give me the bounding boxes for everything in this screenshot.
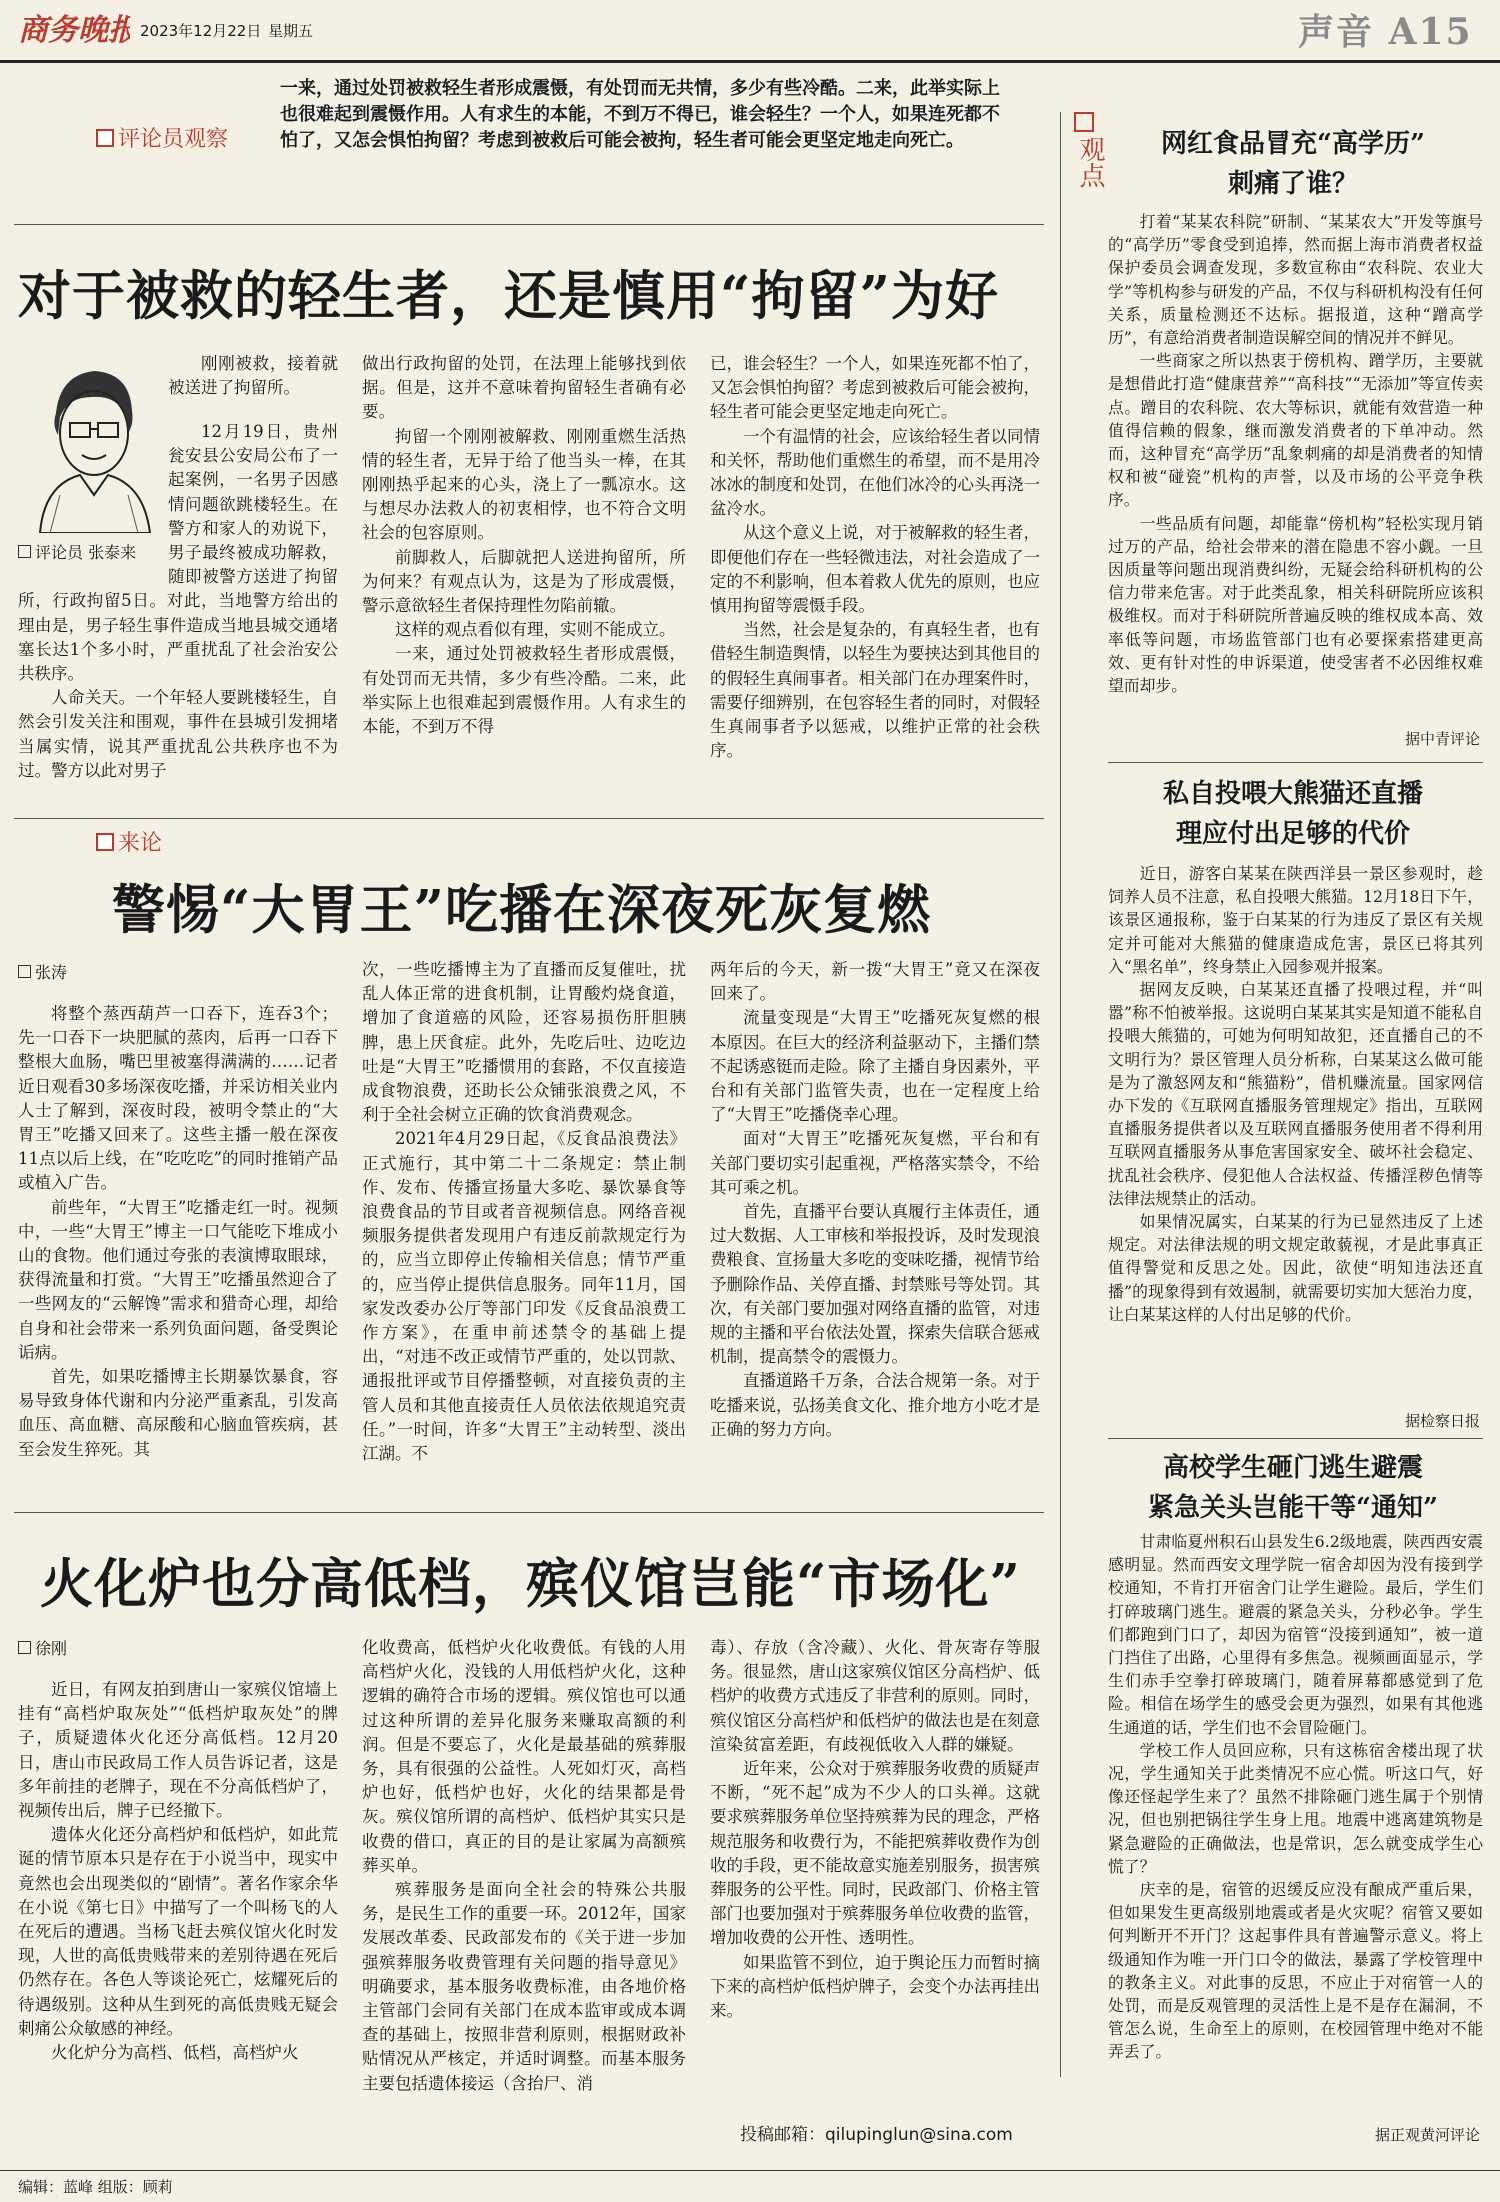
paragraph: 火化炉分为高档、低档，高档炉火 — [51, 2043, 299, 2063]
paragraph: 已，谁会轻生？一个人，如果连死都不怕了，又怎会惧怕拘留？考虑到被救后可能会被拘，轻生者可能会更坚定地走向死亡。 — [710, 354, 1040, 422]
article2-col3 — [710, 958, 1040, 1442]
paragraph: 近年来，公众对于殡葬服务收费的质疑声不断，“死不起”成为不少人的口头禅。这就要求殡葬服务单位坚持殡葬为民的理念，严格规范服务和收费行为，不能把殡葬收费作为创收的手段，更不能故意实施差别服务，损害殡葬服务的公平性。同时，民政部门、价格主管部门也要加强对于殡葬服务单位收费的监管，增加收费的公开性、透明性。 — [710, 1759, 1040, 1948]
column-separator — [1060, 112, 1061, 2077]
title-line: 理应付出足够的代价 — [1175, 819, 1410, 849]
side1-body — [1108, 210, 1483, 697]
side3-source: 据正观黄河评论 — [1374, 2126, 1480, 2144]
paragraph: 一来，通过处罚被救轻生者形成震慑，有处罚而无共情，多少有些冷酷。二来，此举实际上也很难起到震慑作用。人有求生的本能，不到万不得 — [362, 644, 686, 737]
footer-rule — [0, 2170, 1500, 2171]
side2-source: 据检察日报 — [1404, 1412, 1480, 1430]
divider — [14, 818, 1044, 819]
portrait-wrap-spacer — [18, 420, 168, 570]
tag-box-icon — [96, 129, 114, 147]
article3-byline — [18, 1636, 67, 1659]
article1-title: 对于被救的轻生者，还是慎用“拘留”为好 — [18, 265, 999, 327]
paragraph: 近日，游客白某某在陕西洋县一景区参观时，趁饲养人员不注意，私自投喂大熊猫。12月18日下午，该景区通报称，鉴于白某某的行为违反了景区有关规定并可能对大熊猫的健康造成危害，景区已将其列入“黑名单”，终身禁止入园参观并报案。 — [1108, 864, 1483, 976]
title-line: 高校学生砸门逃生避震 — [1162, 1453, 1423, 1483]
paragraph: 一些商家之所以热衷于傍机构、蹭学历，主要就是想借此打造“健康营养”“高科技”“无添加”等宣传卖点。蹭目的农科院、农大等标识，就能有效营造一种值得信赖的假象，继而激发消费者的下单冲动。然而，这种冒充“高学历”乱象刺痛的却是消费者的知情权和被“碰瓷”机构的声誉，以及市场的公平竞争秩序。 — [1108, 351, 1483, 510]
paragraph: 首先，如果吃播博主长期暴饮暴食，容易导致身体代谢和内分泌严重紊乱，引发高血压、高血糖、高尿酸和心脑血管疾病，甚至会发生猝死。其 — [18, 1367, 338, 1459]
paragraph: 面对“大胃王”吃播死灰复燃，平台和有关部门要切实引起重视，严格落实禁令，不给其可乘之机。 — [710, 1129, 1040, 1197]
side3-title — [1108, 1448, 1478, 1528]
article3-col2 — [362, 1636, 686, 2096]
paragraph: 12月19日，贵州瓮安县公安局公布了一起案例，一名男子因感情问题欲跳楼轻生。在警方和家人的劝说下，男子最终被成功解救，随即被警方送进了拘留所，行政拘留5日。对此，当地警方给出的理由是，男子轻生事件造成当地县城交通堵塞长达1个多小时，严重扰乱了社会治安公共秩序。 — [18, 422, 338, 684]
tag-label: 观点 — [1075, 136, 1105, 188]
article3-col3 — [710, 1636, 1040, 2023]
side2-body — [1108, 862, 1483, 1326]
paragraph: 毒）、存放（含冷藏）、火化、骨灰寄存等服务。很显然，唐山这家殡仪馆区分高档炉、低档炉的收费方式违反了非营利的原则。同时，殡仪馆区分高档炉和低档炉的做法也是在刻意渲染贫富差距，有歧视低收入人群的嫌疑。 — [710, 1638, 1040, 1754]
paragraph: 一些品质有问题，却能靠“傍机构”轻松实现月销过万的产品，给社会带来的潜在隐患不容小觑。一旦因质量等问题出现消费纠纷，无疑会给科研机构的公信力带来危害。对于此类乱象，相关科研院所应该积极维权。而对于科研院所普遍反映的维权成本高、效率低等问题，市场监管部门也有必要探索搭建更高效、更有针对性的申诉渠道，使受害者不必因维权难望而却步。 — [1108, 513, 1483, 696]
side3-body — [1108, 1530, 1483, 2064]
paragraph: 2021年4月29日起，《反食品浪费法》正式施行，其中第二十二条规定：禁止制作、发布、传播宣扬量大多吃、暴饮暴食等浪费食品的节目或者音视频信息。网络音视频服务提供者发现用户有违反前款规定行为的，应当立即停止传输相关信息；情节严重的，应当停止提供信息服务。同年11月，国家发改委办公厅等部门印发《反食品浪费工作方案》，在重申前述禁令的基础上提出，“对违不改正或情节严重的，处以罚款、通报批评或节目停播整顿，对直接负责的主管人员和其他直接责任人员依法依规追究责任。”一时间，许多“大胃王”主动转型、淡出江湖。不 — [362, 1129, 686, 1464]
paragraph: 化收费高，低档炉火化收费低。有钱的人用高档炉火化，没钱的人用低档炉火化，这种逻辑的确符合市场的逻辑。殡仪馆也可以通过这种所谓的差异化服务来赚取高额的利润。但是不要忘了，火化是最基础的殡葬服务，具有很强的公益性。人死如灯灭，高档炉也好，低档炉也好，火化的结果都是骨灰。殡仪馆所谓的高档炉、低档炉其实只是收费的借口，真正的目的是让家属为高额殡葬买单。 — [362, 1638, 686, 1875]
paragraph: 从这个意义上说，对于被解救的轻生者，即便他们存在一些轻微违法，对社会造成了一定的不利影响，但本着救人优先的原则，也应慎用拘留等震慑手段。 — [710, 523, 1040, 616]
paragraph: 甘肃临夏州积石山县发生6.2级地震，陕西西安震感明显。然而西安文理学院一宿舍却因为没有接到学校通知，不肯打开宿舍门让学生避险。最后，学生们打碎玻璃门逃生。避震的紧急关头，分秒必争。学生们都跑到门口了，却因为宿管“没接到通知”，被一道门挡住了出路，心里得有多焦急。视频画面显示，学生们赤手空拳打碎玻璃门，随着屏幕都感觉到了危险。相信在场学生的感受会更为强烈，如果有其他逃生通道的话，学生们也不会冒险砸门。 — [1108, 1532, 1483, 1737]
paragraph: 据网友反映，白某某还直播了投喂过程，并“叫嚣”称不怕被举报。这说明白某某其实是知道不能私自投喂大熊猫的，可她为何明知故犯，还直播自己的不文明行为？景区管理人员分析称，白某某这么做可能是为了激怒网友和“熊猫粉”，借机赚流量。国家网信办下发的《互联网直播服务管理规定》指出，互联网直播服务提供者以及互联网直播服务使用者不得利用互联网直播服务从事危害国家安全、破坏社会稳定、扰乱社会秩序、侵犯他人合法权益、传播淫秽色情等法律法规禁止的活动。 — [1108, 980, 1483, 1208]
divider — [1108, 1438, 1483, 1439]
paragraph: 直播道路千万条，合法合规第一条。对于吃播来说，弘扬美食文化、推介地方小吃才是正确的努力方向。 — [710, 1371, 1040, 1439]
divider — [14, 1512, 1044, 1513]
byline-text: 徐刚 — [35, 1639, 68, 1658]
article2-title: 警惕“大胃王”吃播在深夜死灰复燃 — [112, 879, 931, 941]
side1-title — [1108, 124, 1478, 204]
side2-title — [1108, 774, 1478, 854]
title-line: 私自投喂大熊猫还直播 — [1162, 779, 1423, 809]
issue-weekday: 星期五 — [268, 22, 314, 40]
article2-byline — [18, 960, 67, 983]
paragraph: 学校工作人员回应称，只有这栋宿舍楼出现了状况，学生通知关于此类情况不应心慌。听这口气，好像还怪起学生来了？虽然不排除砸门逃生属于个别情况，但也别把锅往学生身上甩。地震中逃离建筑物是紧急避险的正确做法，也是常识，怎么就变成学生心慌了？ — [1108, 1740, 1483, 1876]
article1-col2 — [362, 352, 686, 739]
paragraph: 当然，社会是复杂的，有真轻生者，也有借轻生制造舆情，以轻生为要挟达到其他目的的假轻生真闹事者。相关部门在办理案件时，需要仔细辨别，在包容轻生者的同时，对假轻生真闹事者予以惩戒，以维护正常的社会秩序。 — [710, 620, 1040, 761]
paragraph: 殡葬服务是面向全社会的特殊公共服务，是民生工作的重要一环。2012年，国家发展改革委、民政部发布的《关于进一步加强殡葬服务收费管理有关问题的指导意见》明确要求，基本服务收费标准，由各地价格主管部门会同有关部门在成本监审或成本调查的基础上，按照非营利原则，根据财政补贴情况从严核定，并适时调整。而基本服务主要包括遗体接运（含抬尸、消 — [362, 1880, 686, 2093]
paragraph: 如果监管不到位，迫于舆论压力而暂时摘下来的高档炉低档炉牌子，会变个办法再挂出来。 — [710, 1952, 1040, 2021]
article3-col1 — [18, 1678, 338, 2065]
byline-square-icon — [18, 1641, 31, 1654]
paragraph: 人命关天。一个年轻人要跳楼轻生，自然会引发关注和围观，事件在县城引发拥堵当属实情，说其严重扰乱公共秩序也不为过。警方以此对男子 — [18, 688, 338, 780]
footer-credits: 编辑：蓝峰 组版：顾莉 — [18, 2178, 173, 2196]
tag-box-icon — [96, 833, 114, 851]
pull-quote: 一来，通过处罚被救轻生者形成震慑，有处罚而无共情，多少有些冷酷。二来，此举实际上也很难起到震慑作用。人有求生的本能，不到万不得已，谁会轻生？一个人，如果连死都不怕了，又怎会惧怕拘留？考虑到被救后可能会被拘，轻生者可能会更坚定地走向死亡。 — [280, 78, 1000, 151]
paragraph: 前些年，“大胃王”吃播走红一时。视频中，一些“大胃王”博主一口气能吃下堆成小山的食物。他们通过夸张的表演博取眼球，获得流量和打赏。“大胃王”吃播虽然迎合了一些网友的“云解馋”需求和猎奇心理，却给自身和社会带来一系列负面问题，备受舆论诟病。 — [18, 1197, 338, 1362]
tag-box-icon — [1074, 112, 1094, 132]
issue-date: 2023年12月22日 — [140, 22, 262, 40]
section-page-label: 声音 A15 — [1298, 11, 1473, 53]
submission-email: 投稿邮箱：qilupinglun@sina.com — [740, 2125, 1013, 2145]
divider — [14, 224, 1044, 225]
paragraph: 如果情况属实，白某某的行为已显然违反了上述规定。对法律法规的明文规定敢藐视，才是此事真正值得警觉和反思之处。因此，欲使“明知违法还直播”的现象得到有效遏制，就需要切实加大惩治力度，让白某某这样的人付出足够的代价。 — [1108, 1212, 1483, 1324]
byline-text: 评论员 张泰来 — [35, 543, 137, 562]
article1-col1-top — [168, 352, 338, 400]
byline-text: 张涛 — [35, 963, 68, 982]
article2-col1 — [18, 1002, 338, 1462]
byline-square-icon — [18, 965, 31, 978]
tag-label: 来论 — [118, 831, 163, 856]
title-line: 刺痛了谁？ — [1227, 169, 1358, 199]
paragraph: 做出行政拘留的处罚，在法理上能够找到依据。但是，这并不意味着拘留轻生者确有必要。 — [362, 354, 686, 422]
paragraph: 打着“某某农科院”研制、“某某农大”开发等旗号的“高学历”零食受到追捧，然而据上海市消费者权益保护委员会调查发现，多数宣称由“农科院、农业大学”等机构参与研发的产品，不仅与科研机构没有任何关系，质量检测还不达标。据报道，这种“蹭高学历”，有意给消费者制造误解空间的情况并不鲜见。 — [1108, 212, 1483, 348]
paragraph: 将整个蒸西葫芦一口吞下，连吞3个；先一口吞下一块肥腻的蒸肉，后再一口吞下整根大血肠，嘴巴里被塞得满满的……记者近日观看30多场深夜吃播，并采访相关业内人士了解到，深夜时段，被明令禁止的“大胃王”吃播又回来了。这些主播一般在深夜11点以后上线，在“吃吃吃”的同时推销产品或植入广告。 — [18, 1004, 338, 1193]
section-tag-viewpoint — [1068, 112, 1105, 188]
paragraph: 流量变现是“大胃王”吃播死灰复燃的根本原因。在巨大的经济利益驱动下，主播们禁不起诱惑铤而走险。除了主播自身因素外，平台和有关部门监管失责，也在一定程度上给了“大胃王”吃播侥幸心理。 — [710, 1008, 1040, 1125]
title-line: 网红食品冒充“高学历” — [1161, 129, 1425, 159]
paragraph: 庆幸的是，宿管的迟缓反应没有酿成严重后果，但如果发生更高级别地震或者是火灾呢？宿管又要如何判断开不开门？这起事件具有普遍警示意义。将上级通知作为唯一开门口令的做法，暴露了学校管理中的教条主义。对此事的反思，不应止于对宿管一人的处罚，而是反观管理的灵活性上是不是存在漏洞，不管怎么说，生命至上的原则，在校园管理中绝对不能弄丢了。 — [1108, 1880, 1483, 2062]
paragraph: 拘留一个刚刚被解救、刚刚重燃生活热情的轻生者，无异于给了他当头一棒，在其刚刚热乎起来的心头，浇上了一瓢凉水。这与想尽办法救人的初衷相悖，也不符合文明社会的包容原则。 — [362, 426, 686, 543]
tag-label: 评论员观察 — [118, 127, 229, 152]
paragraph: 近日，有网友拍到唐山一家殡仪馆墙上挂有“高档炉取灰处”“低档炉取灰处”的牌子，质疑遗体火化还分高低档。12月20日，唐山市民政局工作人员告诉记者，这是多年前挂的老牌子，现在不分高低档炉了，视频传出后，牌子已经撤下。 — [18, 1680, 338, 1821]
logo-text: 商务晚报 — [18, 13, 130, 48]
paragraph: 前脚救人，后脚就把人送进拘留所，所为何来？有观点认为，这是为了形成震慑，警示意欲轻生者保持理性勿陷前辙。 — [362, 547, 686, 616]
divider — [1108, 762, 1483, 763]
paragraph: 两年后的今天，新一拨“大胃王”竟又在深夜回来了。 — [710, 960, 1040, 1004]
article3-title: 火化炉也分高低档，殡仪馆岂能“市场化” — [40, 1553, 1021, 1615]
title-line: 紧急关头岂能干等“通知” — [1148, 1493, 1438, 1523]
paragraph: 这样的观点看似有理，实则不能成立。 — [395, 620, 676, 640]
paragraph: 次，一些吃播博主为了直播而反复催吐，扰乱人体正常的进食机制，让胃酸灼烧食道，增加了食道癌的风险，还容易损伤肝胆胰脾，患上厌食症。此外，先吃后吐、边吃边吐是“大胃王”吃播惯用的套路，不仅直接造成食物浪费，还助长公众铺张浪费之风，不利于全社会树立正确的饮食消费观念。 — [362, 960, 686, 1125]
paragraph: 一个有温情的社会，应该给轻生者以同情和关怀，帮助他们重燃生的希望，而不是用冷冰冰的制度和处罚，在他们冰冷的心头再浇一盆冷水。 — [710, 426, 1040, 519]
article2-col2 — [362, 958, 686, 1466]
paragraph: 刚刚被救，接着就被送进了拘留所。 — [168, 354, 338, 398]
paragraph: 首先，直播平台要认真履行主体责任，通过大数据、人工审核和举报投诉，及时发现浪费粮食、宣扬量大多吃的变味吃播，视情节给予删除作品、关停直播、封禁账号等处罚。其次，有关部门要加强对网络直播的监管，对违规的主播和平台依法处置，探索失信联合惩戒机制，提高禁令的震慑力。 — [710, 1202, 1040, 1367]
article1-col1 — [18, 420, 338, 783]
side1-source: 据中青评论 — [1404, 730, 1480, 748]
section-tag-observer — [96, 122, 228, 153]
paragraph: 遗体火化还分高档炉和低档炉，如此荒诞的情节原本只是存在于小说当中，现实中竟然也会出现类似的“剧情”。著名作家余华在小说《第七日》中描写了一个叫杨飞的人在死后的遭遇。当杨飞赶去殡仪馆火化时发现，人世的高低贵贱带来的差别待遇在死后仍然存在。各色人等谈论死亡，炫耀死后的待遇级别。这种从生到死的高低贵贱无疑会刺痛公众敏感的神经。 — [18, 1825, 338, 2038]
article1-col3 — [710, 352, 1040, 763]
section-tag-lailun — [96, 826, 162, 857]
header-rule — [0, 60, 1500, 63]
newspaper-logo — [18, 8, 130, 48]
